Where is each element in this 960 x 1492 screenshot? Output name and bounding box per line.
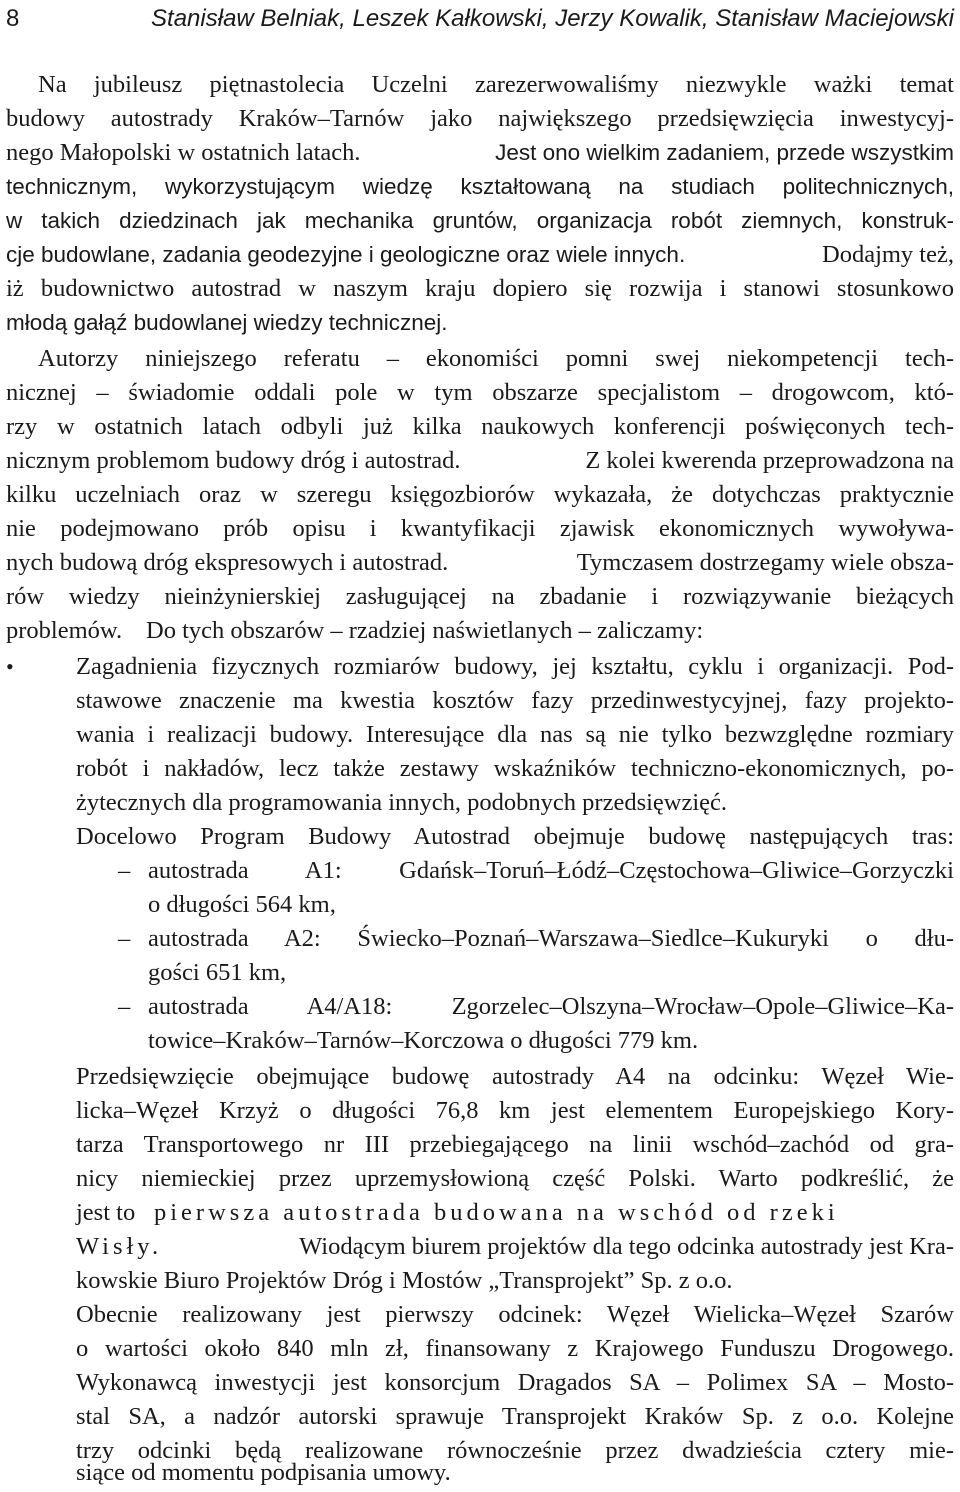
text-line: Autorzy niniejszego referatu – ekonomiści pomni swej niekompetencji tech- <box>38 345 954 372</box>
text-line: kowskie Biuro Projektów Dróg i Mostów „Transprojekt” Sp. z o.o. <box>76 1267 733 1294</box>
text-line: tarza Transportowego nr III przebiegającego na linii wschód–zachód od gra- <box>76 1131 954 1158</box>
text-line: trzy odcinki będą realizowane równocześnie przez dwadzieścia cztery mie- <box>76 1437 954 1464</box>
text-line: Przedsięwzięcie obejmujące budowę autostrady A4 na odcinku: Węzeł Wie- <box>76 1063 954 1090</box>
route-line: gości 651 km, <box>148 959 287 986</box>
text-line: o wartości około 840 mln zł, finansowany z Krajowego Funduszu Drogowego. <box>76 1335 954 1362</box>
text-line: rzy w ostatnich latach odbyli już kilka naukowych konferencji poświęconych tech- <box>6 413 954 440</box>
text-line: nego Małopolski w ostatnich latach. <box>6 139 361 166</box>
page-number: 8 <box>6 5 20 32</box>
text-line: stal SA, a nadzór autorski sprawuje Transprojekt Kraków Sp. z o.o. Kolejne <box>76 1403 954 1430</box>
route-line: autostrada A4/A18: Zgorzelec–Olszyna–Wrocław–Opole–Gliwice–Ka- <box>148 993 954 1020</box>
emphasized-text: Wisły. <box>76 1233 163 1260</box>
text-line: technicznym, wykorzystującym wiedzę kształtowaną na studiach politechnicznych, <box>6 174 954 199</box>
bullet-line: Zagadnienia fizycznych rozmiarów budowy, jej kształtu, cyklu i organizacji. Pod- <box>76 653 954 680</box>
route-line: autostrada A2: Świecko–Poznań–Warszawa–Siedlce–Kukuryki o dłu- <box>148 925 954 952</box>
emphasized-text: pierwsza autostrada budowana na wschód od rzeki <box>154 1199 839 1226</box>
bullet-line: żytecznych dla programowania innych, podobnych przedsięwzięć. <box>76 789 728 816</box>
text-line: nicznej – świadomie oddali pole w tym obszarze specjalistom – drogowcom, któ- <box>6 379 954 406</box>
page-header <box>6 2 954 36</box>
text-line: nych budową dróg ekspresowych i autostrad. <box>6 549 449 576</box>
text-line: Z kolei kwerenda przeprowadzona na <box>585 447 954 474</box>
text-line: kilku uczelniach oraz w szeregu księgozbiorów wykazała, że dotychczas praktycznie <box>6 481 954 508</box>
running-head: Stanisław Belniak, Leszek Kałkowski, Jerzy Kowalik, Stanisław Maciejowski <box>151 5 954 32</box>
text-line: młodą gałąź budowlanej wiedzy technicznej. <box>6 310 448 335</box>
bullet-line: wania i realizacji budowy. Interesujące dla nas są nie tylko bezwzględne rozmiary <box>76 721 954 748</box>
text-line: Do tych obszarów – rzadziej naświetlanych – zaliczamy: <box>146 617 704 644</box>
text-line: iż budownictwo autostrad w naszym kraju dopiero się rozwija i stanowi stosunkowo <box>6 275 954 302</box>
text-line: Obecnie realizowany jest pierwszy odcinek: Węzeł Wielicka–Węzeł Szarów <box>76 1301 954 1328</box>
route-line: o długości 564 km, <box>148 891 336 918</box>
text-line: Wykonawcą inwestycji jest konsorcjum Dragados SA – Polimex SA – Mosto- <box>76 1369 954 1396</box>
bullet-line: stawowe znaczenie ma kwestia kosztów fazy przedinwestycyjnej, fazy projekto- <box>76 687 954 714</box>
text-line: Dodajmy też, <box>822 241 954 268</box>
text-line: jest to <box>76 1199 136 1226</box>
text-line: Wiodącym biurem projektów dla tego odcinka autostrady jest Kra- <box>299 1233 954 1260</box>
text-line: Na jubileusz piętnastolecia Uczelni zarezerwowaliśmy niezwykle ważki temat <box>38 71 954 98</box>
text-line: rów wiedzy nieinżynierskiej zasługującej na zbadanie i rozwiązywanie bieżących <box>6 583 954 610</box>
list-dash: – <box>118 857 131 884</box>
text-line: nicy niemieckiej przez uprzemysłowioną część Polski. Warto podkreślić, że <box>76 1165 954 1192</box>
text-line: Tymczasem dostrzegamy wiele obsza- <box>576 549 954 576</box>
text-line: budowy autostrady Kraków–Tarnów jako największego przedsięwzięcia inwestycyj- <box>6 105 954 132</box>
text-line: Jest ono wielkim zadaniem, przede wszystkim <box>495 140 954 165</box>
bullet-marker: • <box>6 654 14 679</box>
text-line: nie podejmowano prób opisu i kwantyfikacji zjawisk ekonomicznych wywoływa- <box>6 515 954 542</box>
route-line: towice–Kraków–Tarnów–Korczowa o długości 779 km. <box>148 1027 699 1054</box>
route-line: autostrada A1: Gdańsk–Toruń–Łódź–Częstochowa–Gliwice–Gorzyczki <box>148 857 954 884</box>
list-dash: – <box>118 925 131 952</box>
bullet-line: Docelowo Program Budowy Autostrad obejmuje budowę następujących tras: <box>76 823 954 850</box>
text-line: siące od momentu podpisania umowy. <box>76 1459 451 1486</box>
text-line: licka–Węzeł Krzyż o długości 76,8 km jest elementem Europejskiego Kory- <box>76 1097 954 1124</box>
text-line: w takich dziedzinach jak mechanika gruntów, organizacja robót ziemnych, konstruk- <box>6 208 954 233</box>
bullet-line: robót i nakładów, lecz także zestawy wskaźników techniczno-ekonomicznych, po- <box>76 755 954 782</box>
text-line: nicznym problemom budowy dróg i autostrad. <box>6 447 461 474</box>
text-line: cje budowlane, zadania geodezyjne i geologiczne oraz wiele innych. <box>6 242 686 267</box>
list-dash: – <box>118 993 131 1020</box>
text-line: problemów. <box>6 617 123 644</box>
